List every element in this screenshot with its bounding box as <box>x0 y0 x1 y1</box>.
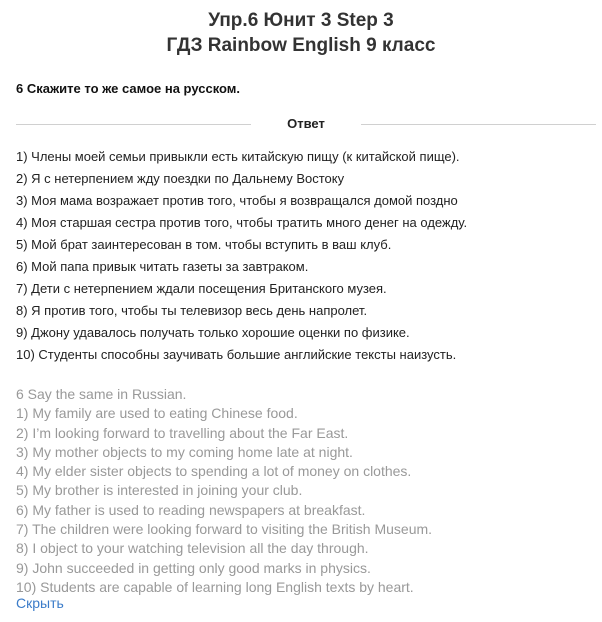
page-subtitle: ГДЗ Rainbow English 9 класс <box>166 35 436 56</box>
answer-item: 9) Джону удавалось получать только хорошие оценки по физике. <box>16 325 410 340</box>
original-task-item: 2) I’m looking forward to travelling about the Far East. <box>16 424 349 441</box>
original-task-item: 3) My mother objects to my coming home late at night. <box>16 443 353 460</box>
hide-link[interactable]: Скрыть <box>16 595 64 611</box>
answer-item: 5) Мой брат заинтересован в том. чтобы вступить в ваш клуб. <box>16 237 392 252</box>
original-task-item: 7) The children were looking forward to visiting the British Museum. <box>16 521 433 538</box>
original-task-heading: 6 Say the same in Russian. <box>16 386 187 402</box>
original-task-item: 10) Students are capable of learning long English texts by heart. <box>16 578 414 595</box>
answer-item: 7) Дети с нетерпением ждали посещения Британского музея. <box>16 281 387 296</box>
original-task-item: 8) I object to your watching television all the day through. <box>16 540 369 557</box>
answer-item: 8) Я против того, чтобы ты телевизор весь день напролет. <box>16 303 368 318</box>
original-task-item: 1) My family are used to eating Chinese food. <box>16 405 298 422</box>
original-task-item: 4) My elder sister objects to spending a lot of money on clothes. <box>16 463 412 480</box>
original-task-item: 5) My brother is interested in joining your club. <box>16 482 303 499</box>
answer-item: 10) Студенты способны заучивать большие английские тексты наизусть. <box>16 347 457 362</box>
original-task-list <box>16 385 432 597</box>
answer-list <box>16 146 467 366</box>
page-title: Упр.6 Юнит 3 Step 3 <box>208 10 394 31</box>
answer-item: 4) Моя старшая сестра против того, чтобы тратить много денег на одежду. <box>16 215 468 230</box>
original-task-item: 9) John succeeded in getting only good marks in physics. <box>16 559 371 576</box>
answer-divider <box>16 116 596 134</box>
answer-item: 3) Моя мама возражает против того, чтобы я возвращался домой поздно <box>16 193 458 208</box>
original-task-item: 6) My father is used to reading newspapers at breakfast. <box>16 501 366 518</box>
answer-item: 2) Я с нетерпением жду поездки по Дальнему Востоку <box>16 171 345 186</box>
answer-label: Ответ <box>287 116 325 131</box>
answer-item: 1) Члены моей семьи привыкли есть китайскую пищу (к китайской пище). <box>16 149 460 164</box>
answer-item: 6) Мой папа привык читать газеты за завтраком. <box>16 259 309 274</box>
task-prompt: 6 Скажите то же самое на русском. <box>16 81 241 96</box>
